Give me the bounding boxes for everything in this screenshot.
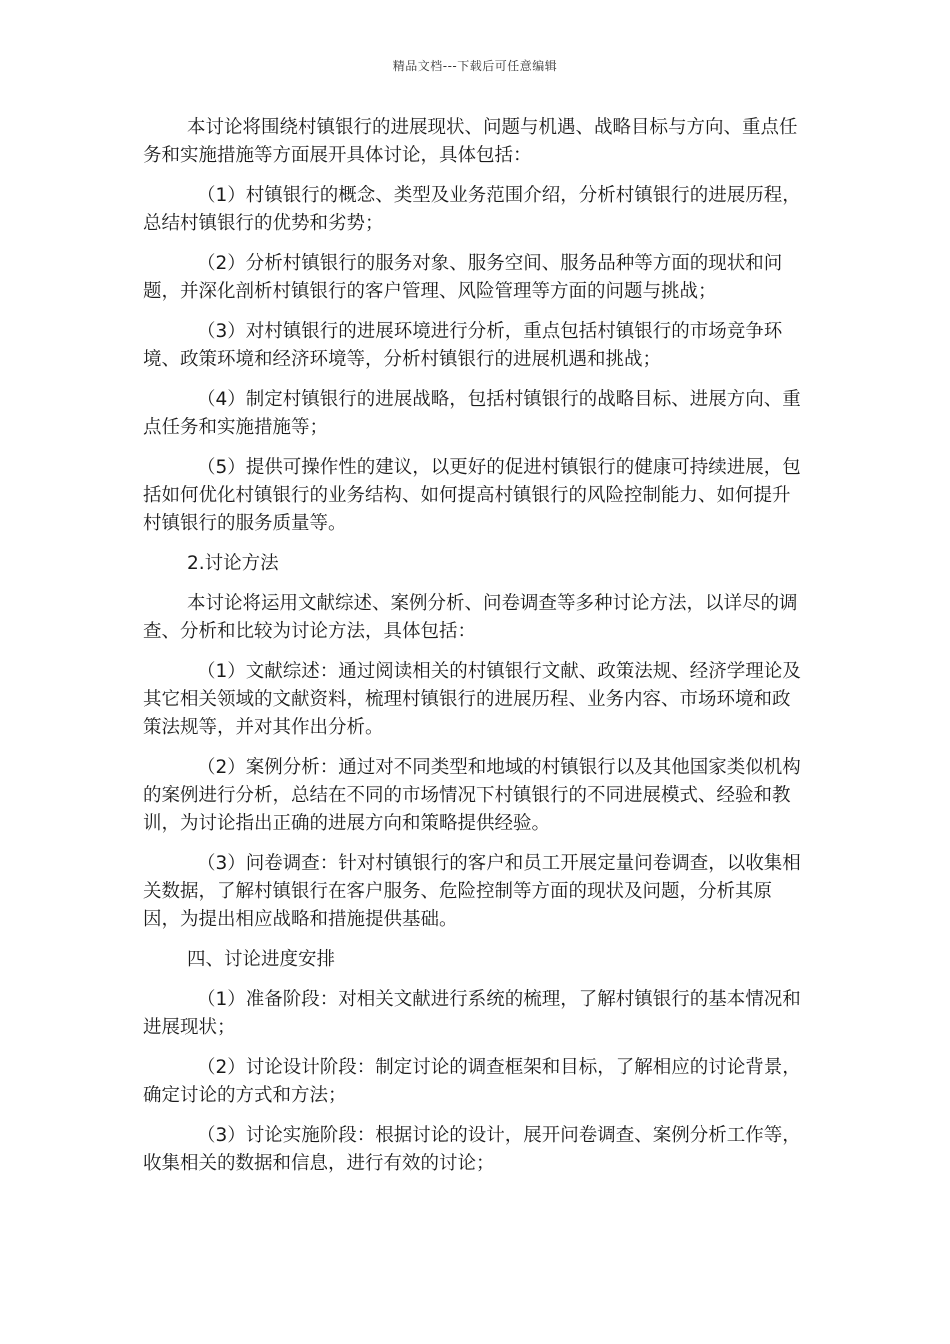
section-heading-methods: 2.讨论方法 (187, 553, 279, 574)
section-heading-schedule: 四、讨论进度安排 (187, 949, 336, 970)
method-item-literature: （1）文献综述：通过阅读相关的村镇银行文献、政策法规、经济学理论及其它相关领域的文献资料，梳理村镇银行的进展历程、业务内容、市场环境和政策法规等，并对其作出分析。 (143, 661, 801, 738)
paragraph-methods-intro: 本讨论将运用文献综述、案例分析、问卷调查等多种讨论方法，以详尽的调查、分析和比较为讨论方法，具体包括： (143, 593, 798, 642)
list-item-5: （5）提供可操作性的建议，以更好的促进村镇银行的健康可持续进展，包括如何优化村镇银行的业务结构、如何提高村镇银行的风险控制能力、如何提升村镇银行的服务质量等。 (143, 457, 801, 534)
list-item-1: （1）村镇银行的概念、类型及业务范围介绍，分析村镇银行的进展历程，总结村镇银行的优势和劣势； (143, 185, 801, 234)
schedule-item-implement: （3）讨论实施阶段：根据讨论的设计，展开问卷调查、案例分析工作等，收集相关的数据和信息，进行有效的讨论； (143, 1125, 801, 1174)
document-body (143, 114, 805, 1190)
method-item-survey: （3）问卷调查：针对村镇银行的客户和员工开展定量问卷调查，以收集相关数据，了解村镇银行在客户服务、危险控制等方面的现状及问题，分析其原因，为提出相应战略和措施提供基础。 (143, 853, 801, 930)
method-item-case: （2）案例分析：通过对不同类型和地域的村镇银行以及其他国家类似机构的案例进行分析，总结在不同的市场情况下村镇银行的不同进展模式、经验和教训，为讨论指出正确的进展方向和策略提供经验。 (143, 757, 801, 834)
list-item-4: （4）制定村镇银行的进展战略，包括村镇银行的战略目标、进展方向、重点任务和实施措施等； (143, 389, 801, 438)
schedule-item-design: （2）讨论设计阶段：制定讨论的调查框架和目标，了解相应的讨论背景，确定讨论的方式和方法； (143, 1057, 801, 1106)
paragraph-intro: 本讨论将围绕村镇银行的进展现状、问题与机遇、战略目标与方向、重点任务和实施措施等方面展开具体讨论，具体包括： (143, 117, 798, 166)
schedule-item-prepare: （1）准备阶段：对相关文献进行系统的梳理，了解村镇银行的基本情况和进展现状； (143, 989, 801, 1038)
page-header: 精品文档---下载后可任意编辑 (392, 59, 558, 73)
list-item-2: （2）分析村镇银行的服务对象、服务空间、服务品种等方面的现状和问题，并深化剖析村镇银行的客户管理、风险管理等方面的问题与挑战； (143, 253, 783, 302)
list-item-3: （3）对村镇银行的进展环境进行分析，重点包括村镇银行的市场竞争环境、政策环境和经济环境等，分析村镇银行的进展机遇和挑战； (143, 321, 783, 370)
